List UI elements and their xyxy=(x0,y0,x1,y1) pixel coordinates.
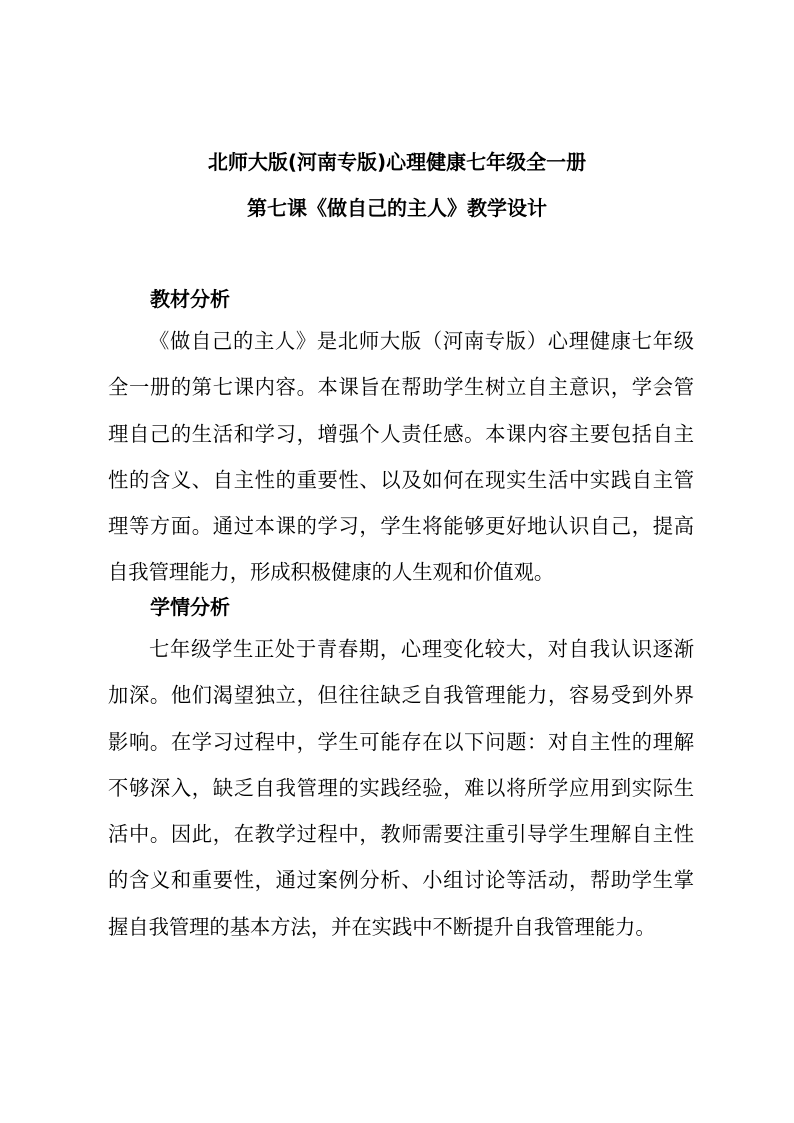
document-title: 北师大版(河南专版)心理健康七年级全一册 xyxy=(207,150,587,174)
document-subtitle: 第七课《做自己的主人》教学设计 xyxy=(247,196,547,220)
section-paragraph-textbook-analysis: 《做自己的主人》是北师大版（河南专版）心理健康七年级全一册的第七课内容。本课旨在帮助学生树立自主意识，学会管理自己的生活和学习，增强个人责任感。本课内容主要包括自主性的含义、自主性的重要性、以及如何在现实生活中实践自主管理等方面。通过本课的学习，学生将能够更好地认识自己，提高自我管理能力，形成积极健康的人生观和价值观。 xyxy=(108,329,694,585)
section-heading-student-analysis: 学情分析 xyxy=(150,595,230,619)
section-paragraph-student-analysis: 七年级学生正处于青春期，心理变化较大，对自我认识逐渐加深。他们渴望独立，但往往缺乏自我管理能力，容易受到外界影响。在学习过程中，学生可能存在以下问题：对自主性的理解不够深入，缺乏自我管理的实践经验，难以将所学应用到实际生活中。因此，在教学过程中，教师需要注重引导学生理解自主性的含义和重要性，通过案例分析、小组讨论等活动，帮助学生掌握自我管理的基本方法，并在实践中不断提升自我管理能力。 xyxy=(108,637,694,939)
section-heading-textbook-analysis: 教材分析 xyxy=(150,287,230,311)
